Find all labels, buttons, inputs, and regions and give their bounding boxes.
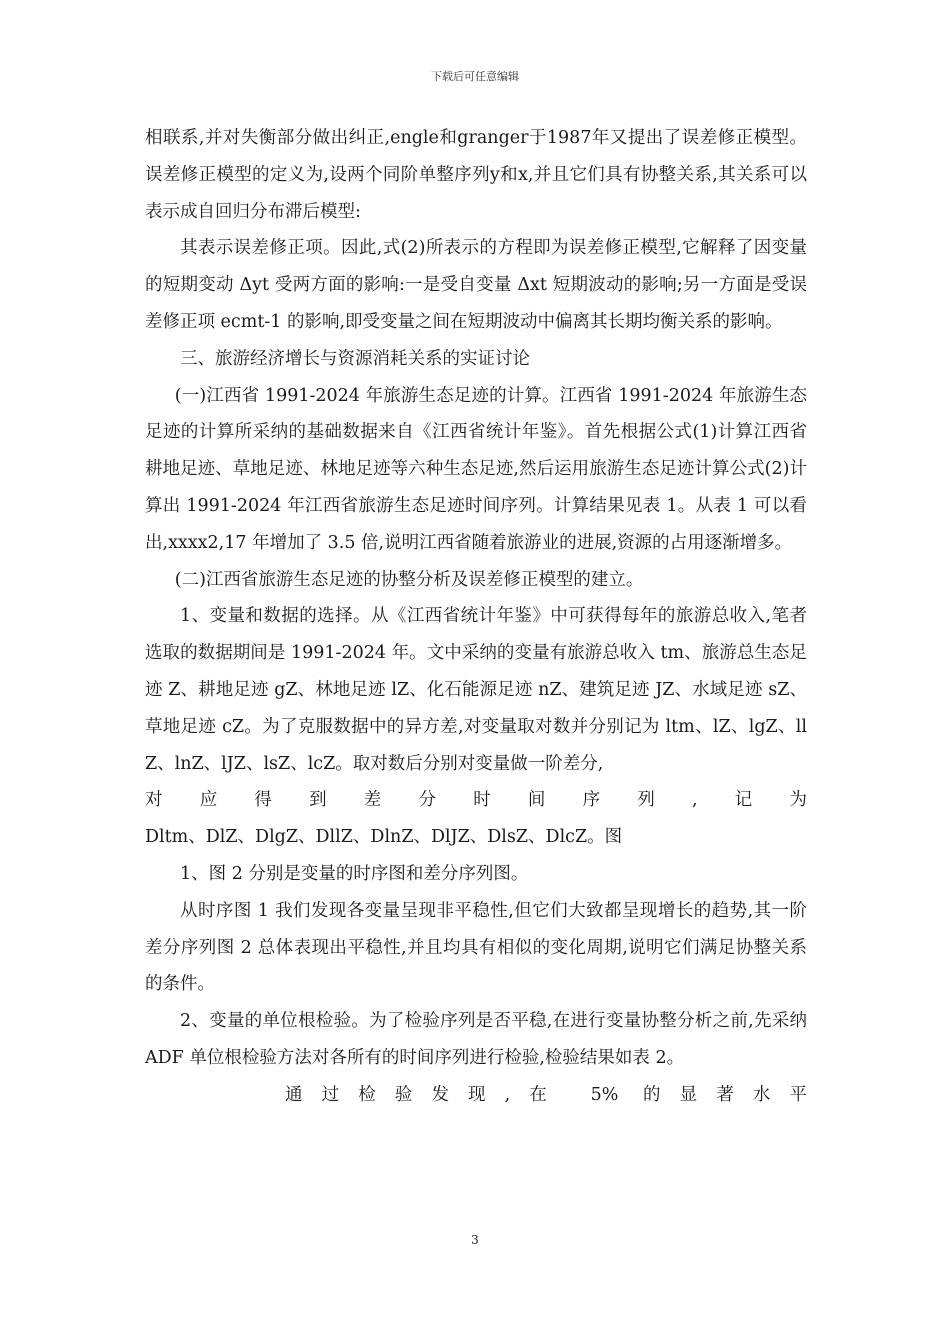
paragraph-ecm-intro: 相联系,并对失衡部分做出纠正,engle和granger于1987年又提出了误差修正模型。误差修正模型的定义为,设两个同阶单整序列y和x,并且它们具有协整关系,其关系可以表示成自回归分布滞后模型:	[145, 128, 807, 222]
page-header: 下载后可任意编辑	[431, 70, 519, 83]
paragraph-ecm-explanation: 其表示误差修正项。因此,式(2)所表示的方程即为误差修正模型,它解释了因变量的短期变动 Δyt 受两方面的影响:一是受自变量 Δxt 短期波动的影响;另一方面是受误差修正项 ecmt-1 的影响,即受变量之间在短期波动中偏离其长期均衡关系的影响。	[145, 238, 807, 332]
subsection-heading-cointegration: (二)江西省旅游生态足迹的协整分析及误差修正模型的建立。	[174, 569, 644, 590]
paragraph-figure-reference: 1、图 2 分别是变量的时序图和差分序列图。	[180, 863, 529, 884]
paragraph-difference-variables: Dltm、DlZ、DlgZ、DllZ、DlnZ、DlJZ、DlsZ、DlcZ。图	[145, 827, 623, 848]
paragraph-stationarity: 从时序图 1 我们发现各变量呈现非平稳性,但它们大致都呈现增长的趋势,其一阶差分序列图 2 总体表现出平稳性,并且均具有相似的变化周期,说明它们满足协整关系的条件。	[145, 900, 807, 995]
page-number: 3	[471, 1233, 479, 1247]
paragraph-unit-root-test: 2、变量的单位根检验。为了检验序列是否平稳,在进行变量协整分析之前,先采纳 ADF 单位根检验方法对各所有的时间序列进行检验,检验结果如表 2。	[145, 1011, 807, 1068]
paragraph-spread-line: 对应得到差分时间序列,记为	[145, 790, 807, 811]
section-heading-empirical: 三、旅游经济增长与资源消耗关系的实证讨论	[180, 348, 530, 369]
paragraph-test-result: 通过检验发现,在 5% 的显著水平	[285, 1084, 807, 1105]
paragraph-footprint-calculation: (一)江西省 1991-2024 年旅游生态足迹的计算。江西省 1991-2024 年旅游生态足迹的计算所采纳的基础数据来自《江西省统计年鉴》。首先根据公式(1)计算江西省耕地足迹、草地足迹、林地足迹等六种生态足迹,然后运用旅游生态足迹计算公式(2)计算出 1991-2024 年江西省旅游生态足迹时间序列。计算结果见表 1。从表 1 可以看出,xxxx2,17 年增加了 3.5 倍,说明江西省随着旅游业的进展,资源的占用逐渐增多。	[145, 385, 807, 553]
paragraph-variable-selection: 1、变量和数据的选择。从《江西省统计年鉴》中可获得每年的旅游总收入,笔者选取的数据期间是 1991-2024 年。文中采纳的变量有旅游总收入 tm、旅游总生态足迹 Z、耕地足迹 gZ、林地足迹 lZ、化石能源足迹 nZ、建筑足迹 JZ、水域足迹 sZ、草地足迹 cZ。为了克服数据中的异方差,对变量取对数并分别记为 ltm、lZ、lgZ、llZ、lnZ、lJZ、lsZ、lcZ。取对数后分别对变量做一阶差分,	[145, 606, 807, 774]
document-body	[145, 120, 807, 1114]
